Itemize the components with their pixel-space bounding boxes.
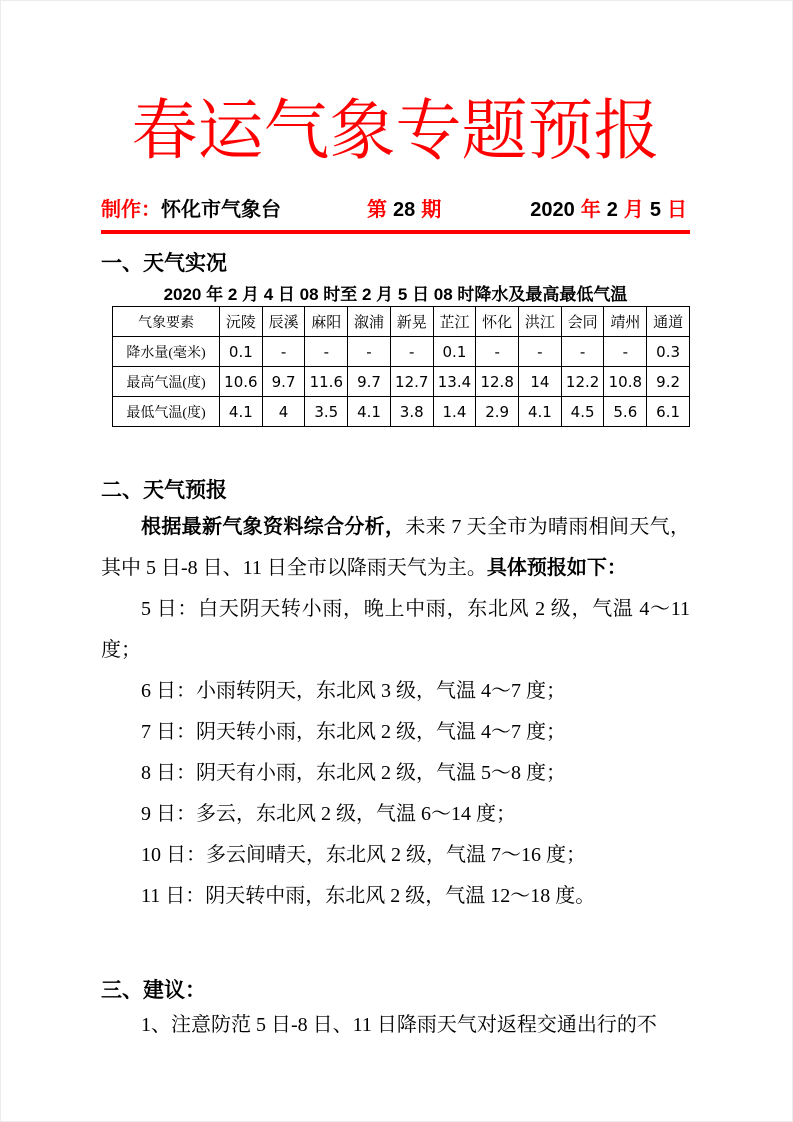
table-cell: -	[305, 337, 348, 367]
forecast-intro-paragraph	[101, 507, 690, 589]
forecast-list	[101, 589, 690, 917]
table-cell: 9.7	[262, 367, 305, 397]
forecast-day5: 5 日：白天阴天转小雨，晚上中雨，东北风 2 级，气温 4～11 度；	[101, 598, 690, 661]
table-row-precipitation	[113, 337, 690, 367]
table-header-cell: 溆浦	[348, 307, 391, 337]
advice-line: 1、注意防范 5 日-8 日、11 日降雨天气对返程交通出行的不	[141, 1014, 657, 1036]
table-cell: -	[519, 337, 562, 367]
table-cell: 12.7	[390, 367, 433, 397]
table-header-cell: 芷江	[433, 307, 476, 337]
section2-heading: 二、天气预报	[101, 479, 227, 502]
producer-label: 制作：	[101, 199, 161, 221]
section3-heading: 三、建议：	[101, 979, 206, 1002]
producer-name: 怀化市气象台	[161, 199, 281, 221]
table-cell: 5.6	[604, 397, 647, 427]
table-row-min-temp	[113, 397, 690, 427]
table-header-row	[113, 307, 690, 337]
table-cell: 1.4	[433, 397, 476, 427]
intro-bold-tail: 具体预报如下：	[486, 557, 627, 579]
table-cell: 3.8	[390, 397, 433, 427]
table-header-cell: 怀化	[476, 307, 519, 337]
table-header-cell: 新晃	[390, 307, 433, 337]
table-cell: 4.1	[348, 397, 391, 427]
intro-regular-text: 未来 7 天全市为晴雨相间天气，其中 5 日-8 日、11 日全市以降雨天气为主。	[101, 516, 691, 579]
table-cell: 0.1	[433, 337, 476, 367]
table-header-cell: 麻阳	[305, 307, 348, 337]
table-cell: 4	[262, 397, 305, 427]
table-cell: 4.5	[561, 397, 604, 427]
row-label: 降水量(毫米)	[113, 337, 220, 367]
table-cell: -	[604, 337, 647, 367]
table-cell: 9.2	[647, 367, 690, 397]
table-cell: 10.8	[604, 367, 647, 397]
date-month: 2	[606, 199, 618, 221]
table-header-cell: 洪江	[519, 307, 562, 337]
date-day-char: 日	[667, 199, 687, 221]
table-cell: -	[348, 337, 391, 367]
table-cell: 3.5	[305, 397, 348, 427]
forecast-day10: 10 日：多云间晴天，东北风 2 级，气温 7～16 度；	[141, 844, 586, 866]
date-day: 5	[649, 199, 661, 221]
weather-table-title: 2020 年 2 月 4 日 08 时至 2 月 5 日 08 时降水及最高最低气温	[163, 285, 628, 304]
table-header-cell: 辰溪	[262, 307, 305, 337]
red-divider	[101, 230, 690, 234]
forecast-day9: 9 日：多云，东北风 2 级，气温 6～14 度；	[141, 803, 516, 825]
date-year-char: 年	[580, 199, 601, 221]
table-cell: 4.1	[220, 397, 263, 427]
table-cell: 10.6	[220, 367, 263, 397]
intro-bold-lead: 根据最新气象资料综合分析，	[141, 516, 406, 538]
issue-prefix: 第	[367, 199, 387, 221]
forecast-day8: 8 日：阴天有小雨，东北风 2 级，气温 5～8 度；	[141, 762, 566, 784]
table-cell: 4.1	[519, 397, 562, 427]
forecast-day6: 6 日：小雨转阴天，东北风 3 级，气温 4～7 度；	[141, 680, 566, 702]
table-header-cell: 通道	[647, 307, 690, 337]
section1-heading: 一、天气实况	[101, 252, 227, 275]
table-cell: 13.4	[433, 367, 476, 397]
table-cell: -	[262, 337, 305, 367]
table-header-cell: 靖州	[604, 307, 647, 337]
meta-issue	[367, 197, 444, 224]
table-cell: 0.3	[647, 337, 690, 367]
table-row-max-temp	[113, 367, 690, 397]
forecast-day7: 7 日：阴天转小雨，东北风 2 级，气温 4～7 度；	[141, 721, 566, 743]
table-cell: 12.2	[561, 367, 604, 397]
meta-date	[530, 197, 690, 224]
table-cell: -	[476, 337, 519, 367]
meta-producer	[101, 197, 281, 224]
table-cell: 0.1	[220, 337, 263, 367]
row-label: 最低气温(度)	[113, 397, 220, 427]
page-title: 春运气象专题预报	[131, 95, 660, 168]
issue-suffix: 期	[421, 199, 442, 221]
row-label: 最高气温(度)	[113, 367, 220, 397]
table-cell: 12.8	[476, 367, 519, 397]
table-cell: 9.7	[348, 367, 391, 397]
weather-table	[112, 306, 690, 427]
table-cell: -	[561, 337, 604, 367]
table-header-cell: 沅陵	[220, 307, 263, 337]
table-cell: 11.6	[305, 367, 348, 397]
table-header-cell: 会同	[561, 307, 604, 337]
date-month-char: 月	[623, 199, 644, 221]
table-cell: 2.9	[476, 397, 519, 427]
date-year: 2020	[530, 199, 575, 221]
meta-row	[101, 197, 690, 224]
forecast-day11: 11 日：阴天转中雨，东北风 2 级，气温 12～18 度。	[141, 885, 596, 907]
table-header-cell: 气象要素	[113, 307, 220, 337]
table-cell: 6.1	[647, 397, 690, 427]
table-cell: -	[390, 337, 433, 367]
table-cell: 14	[519, 367, 562, 397]
issue-number: 28	[393, 199, 416, 221]
